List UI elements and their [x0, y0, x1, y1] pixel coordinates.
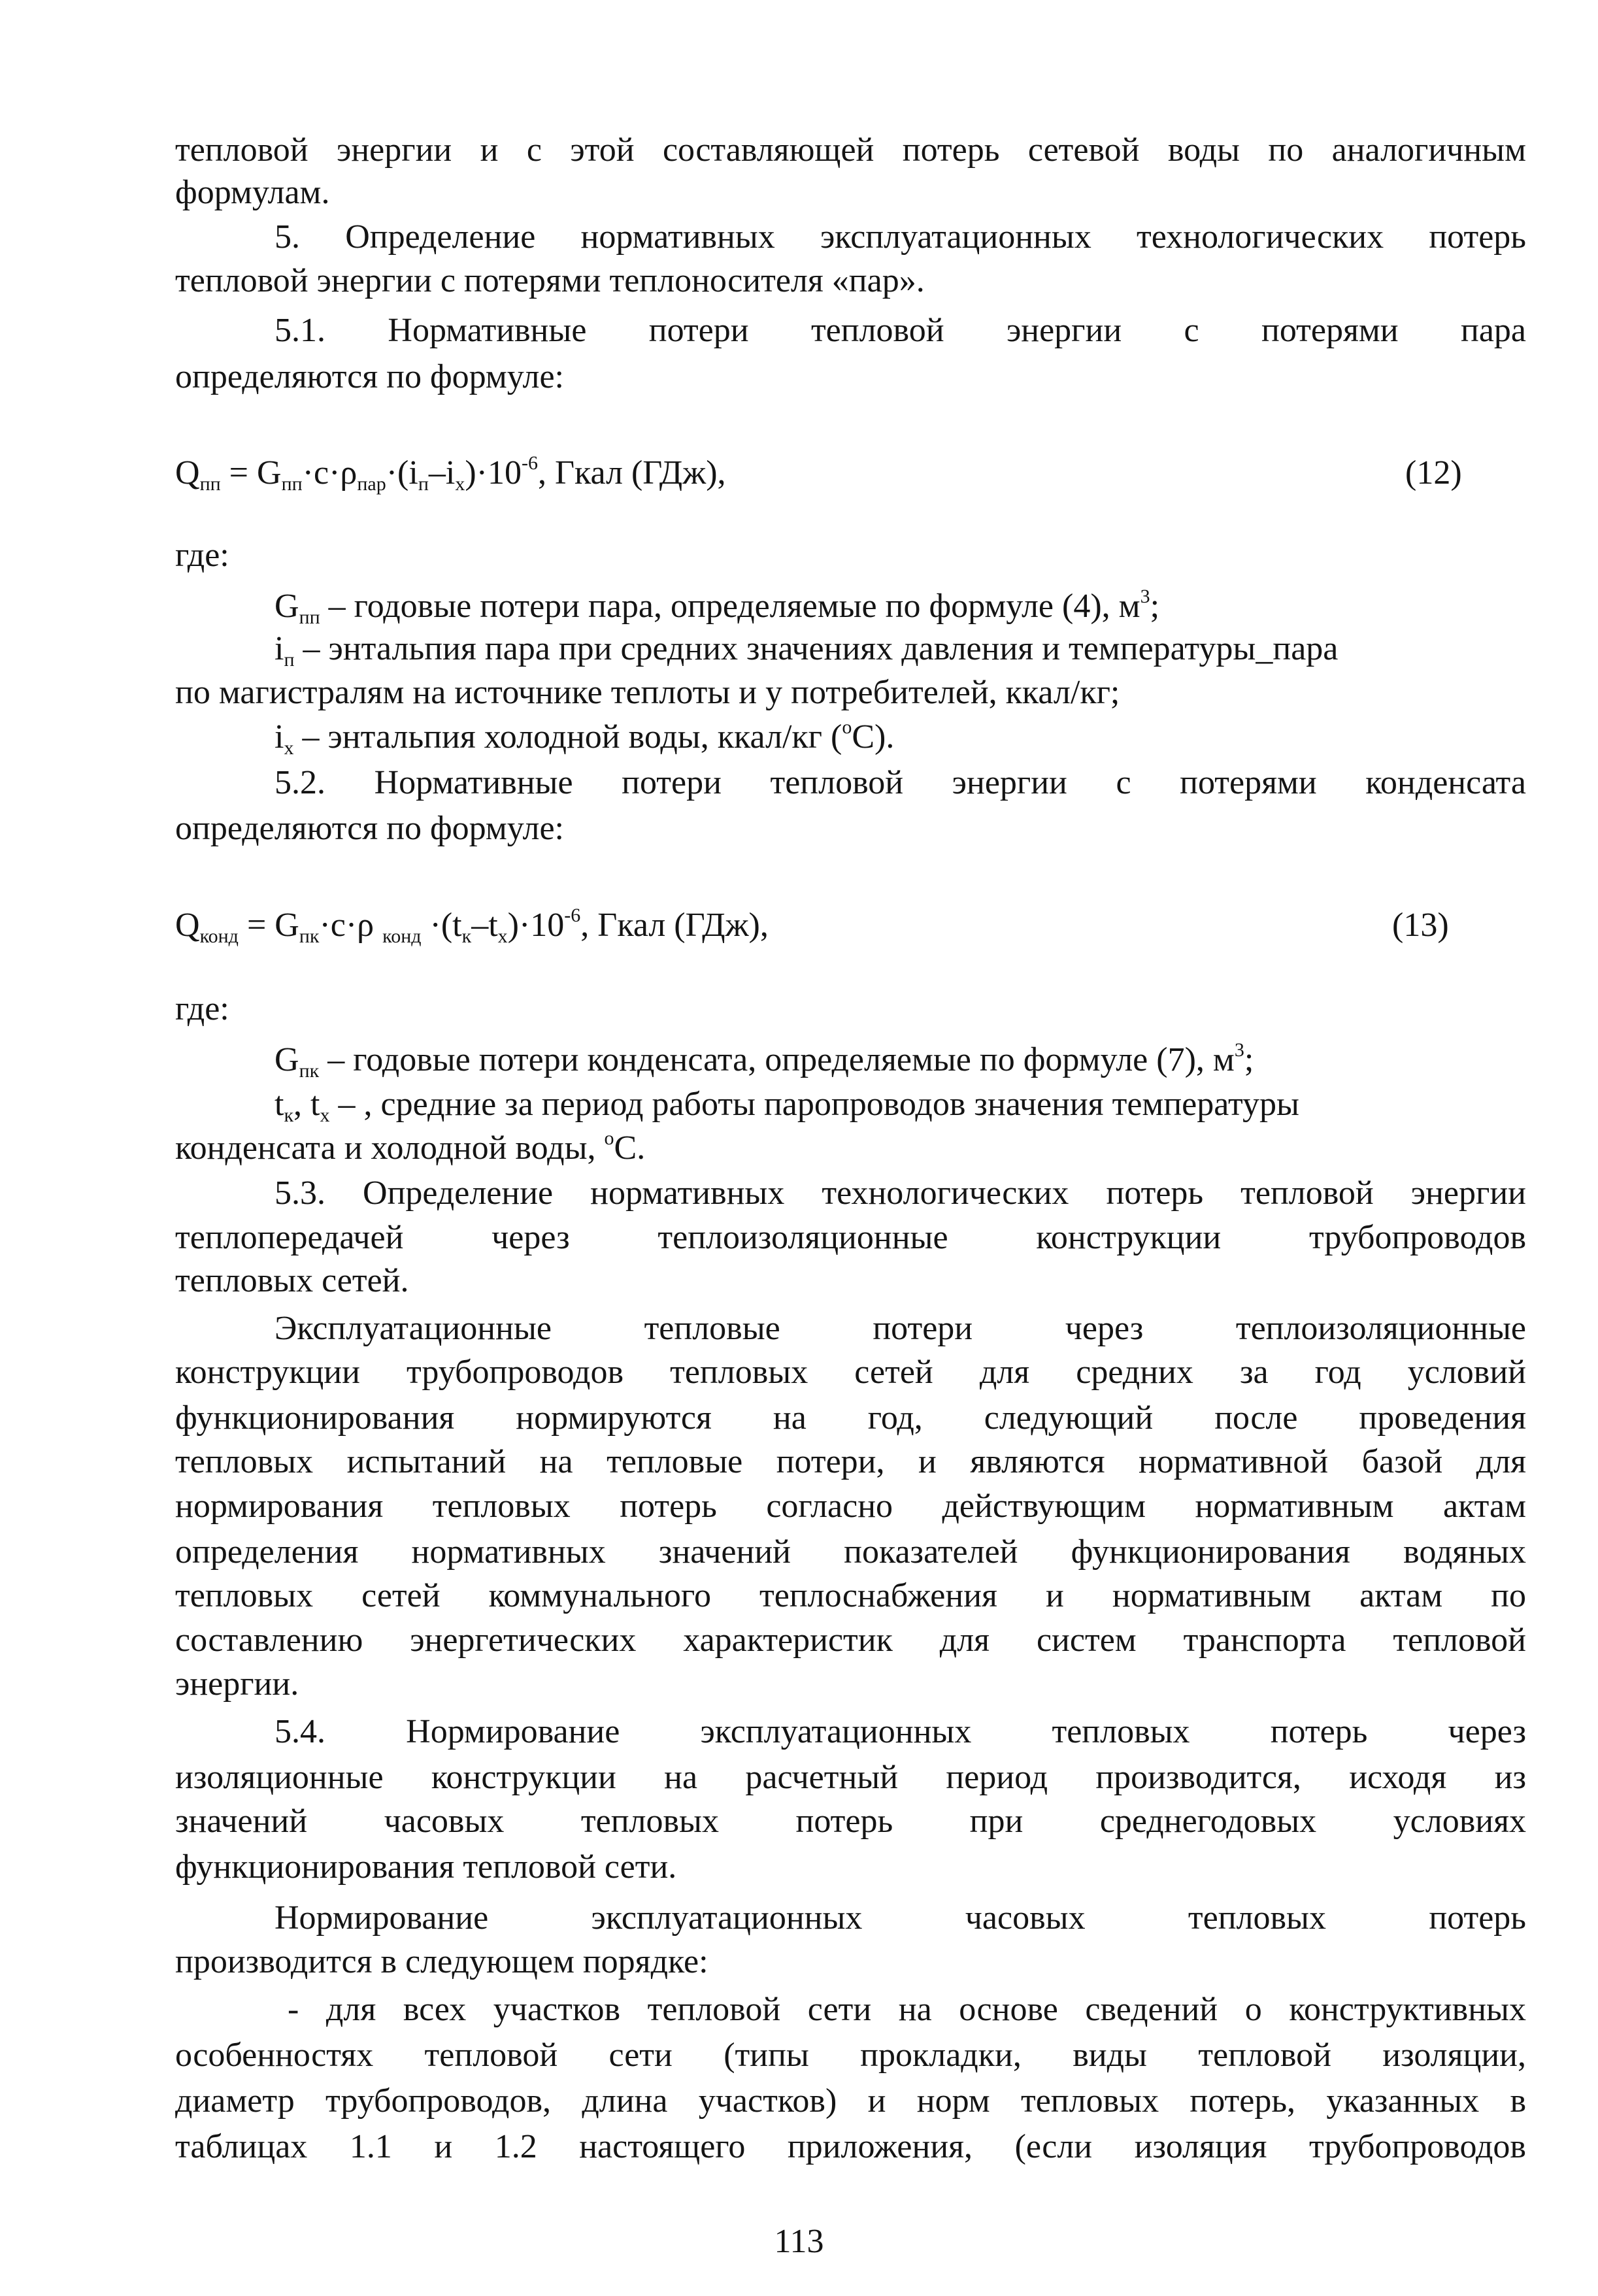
def-gpk-sup: 3 — [1234, 1039, 1244, 1061]
section-5-1-line-1: 5.1. Нормативные потери тепловой энергии с потерями пара — [275, 312, 1526, 349]
def-gpk-sub: пк — [299, 1060, 320, 1082]
def-tk-end: С. — [614, 1129, 646, 1167]
formula-13: $Q_{конд} = G_{пк}\cdot c\cdot\rho$ $_{конд} \cdot(t_к-t_х)\cdot 10^{-6}$, Гкал (ГДж), — [175, 905, 769, 947]
para-exploit-line-9: энергии. — [175, 1665, 299, 1703]
para-exploit-line-7: тепловых сетей коммунального теплоснабжения и нормативным актам по — [175, 1577, 1526, 1614]
formula-13-mid: ·c·ρ — [319, 907, 383, 944]
section-5-line-1: 5. Определение нормативных эксплуатационных технологических потерь — [275, 218, 1526, 256]
section-5-4-line-3: значений часовых тепловых потерь при среднегодовых условиях — [175, 1803, 1526, 1840]
bullet-1-line-1: - для всех участков тепловой сети на основе сведений о конструктивных — [288, 1991, 1526, 2028]
def-ix-sub: х — [284, 737, 294, 759]
section-5-2-line-2: определяются по формуле: — [175, 810, 564, 847]
formula-12-i2-sub: х — [455, 473, 465, 495]
formula-13-t2-sub: х — [497, 925, 508, 947]
para-exploit-line-4: тепловых испытаний на тепловые потери, и являются нормативной базой для — [175, 1443, 1526, 1480]
bullet-1-line-3: диаметр трубопроводов, длина участков) и норм тепловых потерь, указанных в — [175, 2082, 1526, 2120]
section-5-3-line-3: тепловых сетей. — [175, 1262, 409, 1299]
def-gpp-sup: 3 — [1140, 586, 1150, 607]
formula-12: $Q_{пп} = G_{пп}\cdot c\cdot\rho_{пар}\cdot(i_п-i_х)\cdot 10^{-6}$, Гкал (ГДж), — [175, 452, 726, 495]
bullet-1-line-4: таблицах 1.1 и 1.2 настоящего приложения, (если изоляция трубопроводов — [175, 2128, 1526, 2165]
formula-12-i1-sub: п — [418, 473, 429, 495]
para-exploit-line-8: составлению энергетических характеристик для систем транспорта тепловой — [175, 1622, 1526, 1659]
def-gpk-text: – годовые потери конденсата, определяемые по формуле (7), м — [319, 1041, 1235, 1078]
def-gpk: $G_{пк}$ – годовые потери конденсата, определяемые по формуле (7), $м^3$; — [275, 1039, 1254, 1082]
def-tk-tx: $t_к$, $t_х$ – , средние за период работы паропроводов значения температуры — [275, 1086, 1299, 1126]
def-tk-line-2-text: конденсата и холодной воды, — [175, 1129, 605, 1167]
def-gpp-end: ; — [1150, 588, 1160, 625]
formula-13-exp: -6 — [564, 905, 581, 926]
formula-13-eq: = G — [238, 907, 299, 944]
para-exploit-line-3: функционирования нормируются на год, следующий после проведения — [175, 1399, 1526, 1437]
def-gpp: $G_{пп}$ – годовые потери пара, определяемые по формуле (4), $м^3$; — [275, 586, 1160, 628]
section-5-3-line-2: теплопередачей через теплоизоляционные конструкции трубопроводов — [175, 1219, 1526, 1256]
section-5-4-line-2: изоляционные конструкции на расчетный период производится, исходя из — [175, 1759, 1526, 1796]
where-label-1: где: — [175, 537, 229, 574]
def-ip: $i_п$ – энтальпия пара при средних значениях давления и температуры_пара — [275, 630, 1339, 671]
page-number: 113 — [774, 2223, 824, 2260]
formula-13-minus: –t — [471, 907, 498, 944]
formula-12-mid: ·c·ρ — [302, 454, 358, 491]
para-exploit-line-1: Эксплуатационные тепловые потери через теплоизоляционные — [275, 1310, 1526, 1347]
def-ix-text: – энтальпия холодной воды, ккал/кг ( — [293, 718, 842, 756]
formula-12-rho-sub: пар — [357, 473, 386, 495]
where-label-2: где: — [175, 990, 229, 1027]
formula-13-units: , Гкал (ГДж), — [580, 907, 769, 944]
formula-12-minus: –i — [428, 454, 456, 491]
def-gpp-sub: пп — [299, 607, 320, 628]
section-5-3-line-1: 5.3. Определение нормативных технологических потерь тепловой энергии — [275, 1174, 1526, 1212]
para-hourly-line-1: Нормирование эксплуатационных часовых тепловых потерь — [275, 1899, 1526, 1937]
intro-line-1: тепловой энергии и с этой составляющей потерь сетевой воды по аналогичным — [175, 131, 1526, 169]
formula-12-paren: ·(i — [386, 454, 418, 491]
formula-13-g-sub: пк — [299, 925, 320, 947]
def-ix: $i_х$ – энтальпия холодной воды, ккал/кг ($^о$С). — [275, 716, 895, 759]
def-tk-mid: , t — [293, 1086, 320, 1123]
para-exploit-line-5: нормирования тепловых потерь согласно действующим нормативным актам — [175, 1488, 1526, 1525]
intro-line-2: формулам. — [175, 174, 330, 211]
def-tk-sub: к — [284, 1105, 294, 1126]
formula-12-exp: -6 — [521, 452, 538, 474]
def-ix-end: С). — [852, 718, 895, 756]
formula-12-eq: = G — [220, 454, 282, 491]
formula-12-q-sub: пп — [199, 473, 221, 495]
section-5-1-line-2: определяются по формуле: — [175, 358, 564, 395]
section-5-2-line-1: 5.2. Нормативные потери тепловой энергии с потерями конденсата — [275, 764, 1526, 801]
formula-12-units: , Гкал (ГДж), — [537, 454, 726, 491]
formula-12-close: )·10 — [465, 454, 522, 491]
def-tk-line-2 — [175, 1129, 1526, 1168]
section-5-4-line-1: 5.4. Нормирование эксплуатационных тепловых потерь через — [275, 1713, 1526, 1750]
def-tk-text: – , средние за период работы паропроводов значения температуры — [329, 1086, 1299, 1123]
def-ip-text: – энтальпия пара при средних значениях давления и температуры_пара — [294, 630, 1339, 667]
formula-13-number: (13) — [1392, 907, 1449, 944]
def-gpp-text: – годовые потери пара, определяемые по формуле (4), м — [320, 588, 1140, 625]
formula-13-close: )·10 — [507, 907, 565, 944]
formula-12-number: (12) — [1405, 454, 1462, 491]
formula-13-paren: ·(t — [421, 907, 462, 944]
def-gpk-end: ; — [1244, 1041, 1254, 1078]
formula-12-g-sub: пп — [281, 473, 303, 495]
bullet-1-line-2: особенностях тепловой сети (типы прокладки, виды тепловой изоляции, — [175, 2037, 1526, 2074]
def-ix-sup: о — [842, 716, 852, 738]
para-hourly-line-2: производится в следующем порядке: — [175, 1943, 708, 1980]
def-tk-sup: о — [604, 1127, 614, 1149]
formula-13-q-sub: конд — [199, 925, 239, 947]
formula-13-t1-sub: к — [461, 925, 472, 947]
def-tx-sub: х — [320, 1105, 330, 1126]
para-exploit-line-6: определения нормативных значений показателей функционирования водяных — [175, 1533, 1526, 1571]
section-5-line-2: тепловой энергии с потерями теплоносителя «пар». — [175, 262, 925, 299]
def-ip-sub: п — [284, 649, 295, 671]
formula-13-rho-sub: конд — [382, 925, 422, 947]
section-5-4-line-4: функционирования тепловой сети. — [175, 1848, 677, 1886]
para-exploit-line-2: конструкции трубопроводов тепловых сетей для средних за год условий — [175, 1354, 1526, 1391]
def-ip-line-2: по магистралям на источнике теплоты и у потребителей, ккал/кг; — [175, 674, 1120, 711]
